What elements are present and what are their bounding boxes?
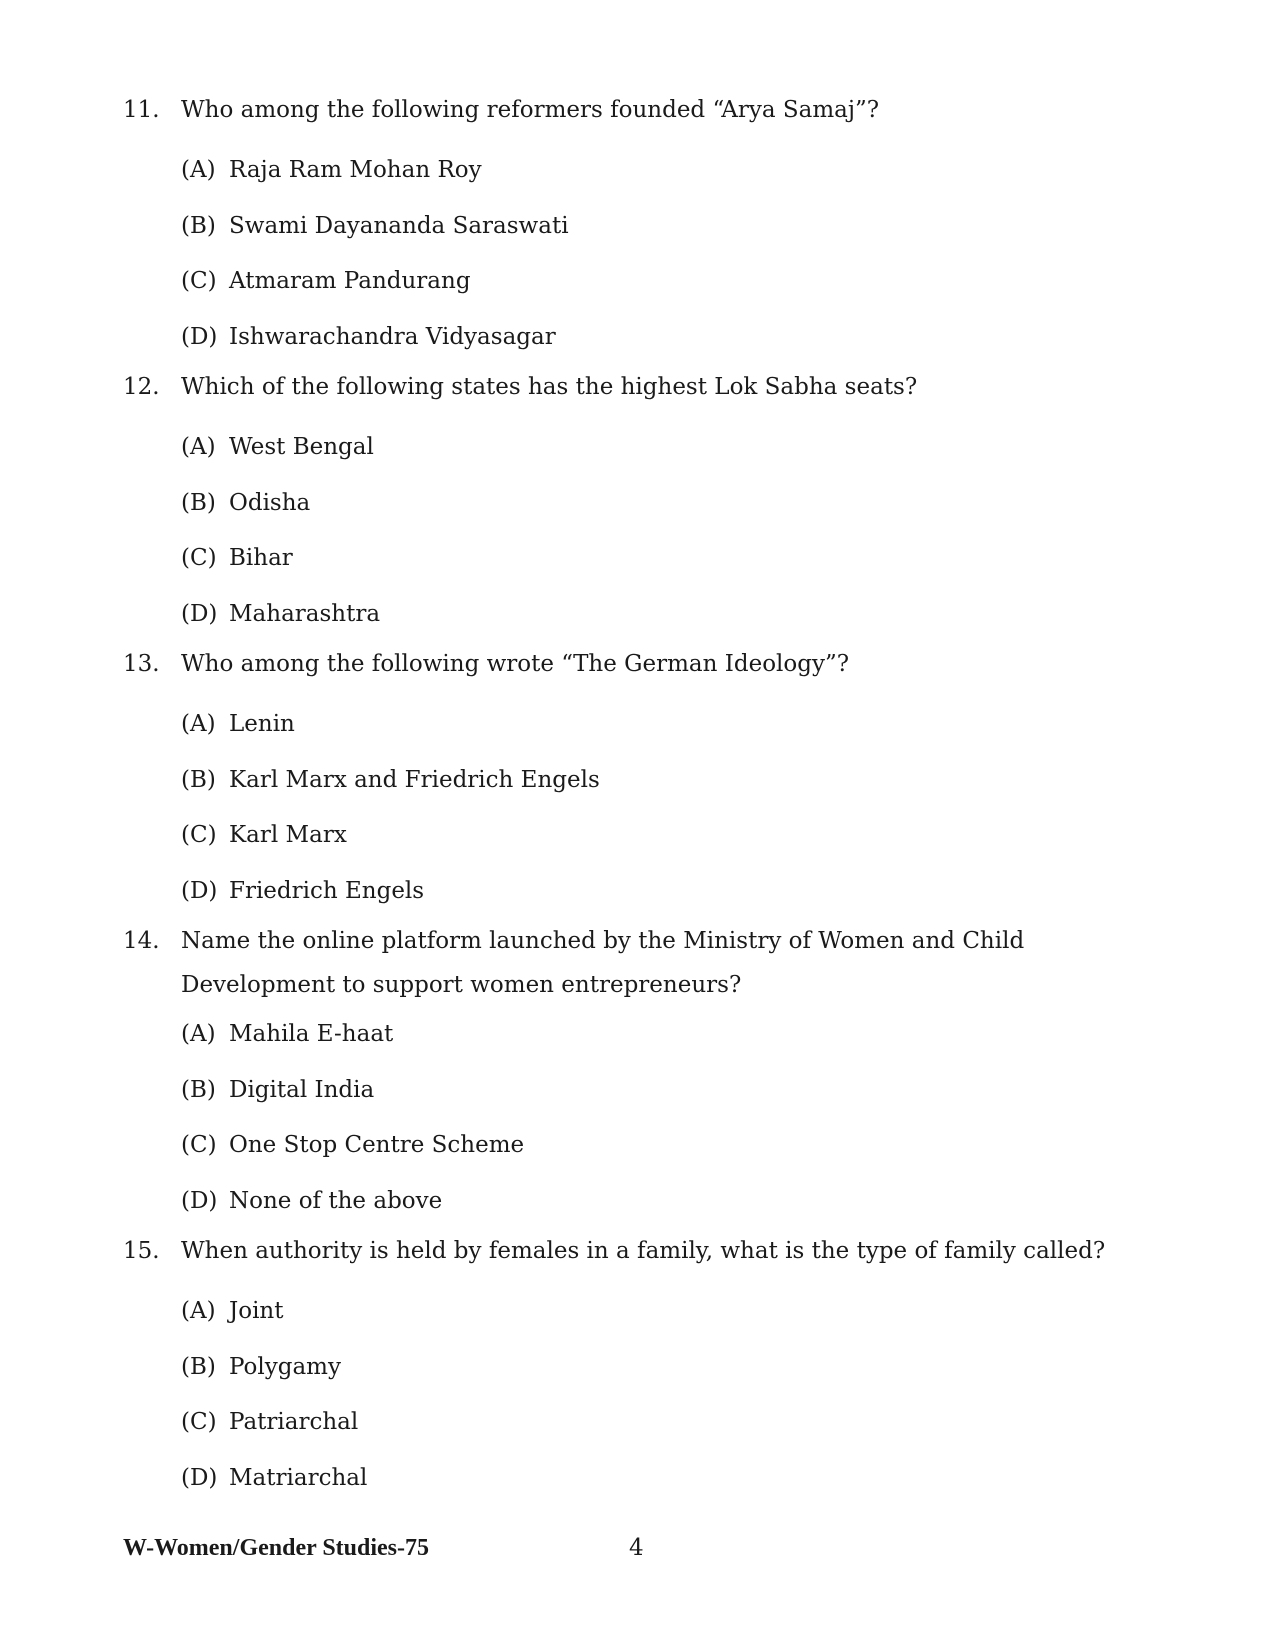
question-text: When authority is held by females in a family, what is the type of family called? — [181, 1238, 1106, 1264]
question-list — [123, 88, 1163, 1506]
question-stem — [123, 642, 1163, 697]
option-list — [123, 1284, 1163, 1506]
question-text: Who among the following wrote “The German Ideology”? — [181, 651, 850, 677]
option-c — [181, 531, 1163, 587]
option-text: None of the above — [229, 1187, 443, 1214]
option-key: (D) — [181, 1464, 218, 1491]
option-key: (B) — [181, 489, 216, 516]
option-text: Friedrich Engels — [229, 877, 425, 904]
question-15 — [123, 1229, 1163, 1506]
option-text: One Stop Centre Scheme — [229, 1132, 525, 1158]
option-key: (D) — [181, 600, 218, 627]
option-text: Karl Marx — [229, 822, 347, 848]
option-b — [181, 199, 1163, 255]
option-b — [181, 1340, 1163, 1396]
option-text: West Bengal — [229, 434, 374, 460]
option-a — [181, 1284, 1163, 1340]
option-a — [181, 1007, 1163, 1063]
option-text: Maharashtra — [229, 600, 381, 627]
option-d — [181, 1451, 1163, 1507]
option-d — [181, 1174, 1163, 1230]
option-key: (B) — [181, 212, 216, 239]
question-11 — [123, 88, 1163, 365]
question-stem — [123, 919, 1163, 1007]
option-key: (C) — [181, 822, 217, 848]
question-stem — [123, 88, 1163, 143]
question-number: 14. — [123, 928, 160, 954]
option-key: (A) — [181, 157, 216, 183]
option-text: Lenin — [229, 711, 295, 737]
option-c — [181, 254, 1163, 310]
option-key: (B) — [181, 1076, 216, 1103]
question-text: Which of the following states has the highest Lok Sabha seats? — [181, 374, 918, 400]
question-number: 11. — [123, 97, 160, 123]
option-text: Swami Dayananda Saraswati — [229, 212, 569, 239]
question-text: Who among the following reformers founded “Arya Samaj”? — [181, 97, 880, 123]
option-c — [181, 1395, 1163, 1451]
option-key: (C) — [181, 545, 217, 571]
option-a — [181, 697, 1163, 753]
option-text: Joint — [229, 1298, 284, 1324]
option-text: Mahila E-haat — [229, 1021, 394, 1047]
option-b — [181, 1063, 1163, 1119]
option-b — [181, 753, 1163, 809]
option-d — [181, 864, 1163, 920]
option-list — [123, 1007, 1163, 1229]
option-key: (C) — [181, 1132, 217, 1158]
question-stem — [123, 1229, 1163, 1284]
option-key: (A) — [181, 1021, 216, 1047]
option-key: (A) — [181, 711, 216, 737]
option-b — [181, 476, 1163, 532]
option-list — [123, 697, 1163, 919]
option-key: (A) — [181, 434, 216, 460]
option-key: (A) — [181, 1298, 216, 1324]
option-key: (C) — [181, 1409, 217, 1435]
option-d — [181, 587, 1163, 643]
question-12 — [123, 365, 1163, 642]
option-key: (B) — [181, 1353, 216, 1380]
option-a — [181, 420, 1163, 476]
option-c — [181, 808, 1163, 864]
question-14 — [123, 919, 1163, 1229]
option-key: (B) — [181, 766, 216, 793]
option-text: Karl Marx and Friedrich Engels — [229, 766, 600, 793]
option-key: (D) — [181, 1187, 218, 1214]
option-a — [181, 143, 1163, 199]
option-key: (D) — [181, 877, 218, 904]
page-footer — [123, 1535, 1163, 1575]
option-d — [181, 310, 1163, 366]
page-number: 4 — [629, 1535, 644, 1561]
option-text: Raja Ram Mohan Roy — [229, 157, 482, 183]
option-text: Polygamy — [229, 1353, 341, 1380]
option-text: Bihar — [229, 545, 293, 571]
question-13 — [123, 642, 1163, 919]
option-text: Matriarchal — [229, 1464, 368, 1491]
option-text: Ishwarachandra Vidyasagar — [229, 323, 556, 350]
option-text: Atmaram Pandurang — [229, 268, 471, 294]
option-text: Patriarchal — [229, 1409, 359, 1435]
paper-code: W-Women/Gender Studies-75 — [123, 1535, 430, 1561]
question-number: 13. — [123, 651, 160, 677]
option-c — [181, 1118, 1163, 1174]
question-number: 15. — [123, 1238, 160, 1264]
option-key: (C) — [181, 268, 217, 294]
question-text: Name the online platform launched by the Ministry of Women and Child Development to support women entrepreneurs? — [181, 928, 1025, 998]
option-list — [123, 143, 1163, 365]
question-stem — [123, 365, 1163, 420]
option-text: Odisha — [229, 489, 311, 516]
question-number: 12. — [123, 374, 160, 400]
option-list — [123, 420, 1163, 642]
option-key: (D) — [181, 323, 218, 350]
option-text: Digital India — [229, 1076, 375, 1103]
